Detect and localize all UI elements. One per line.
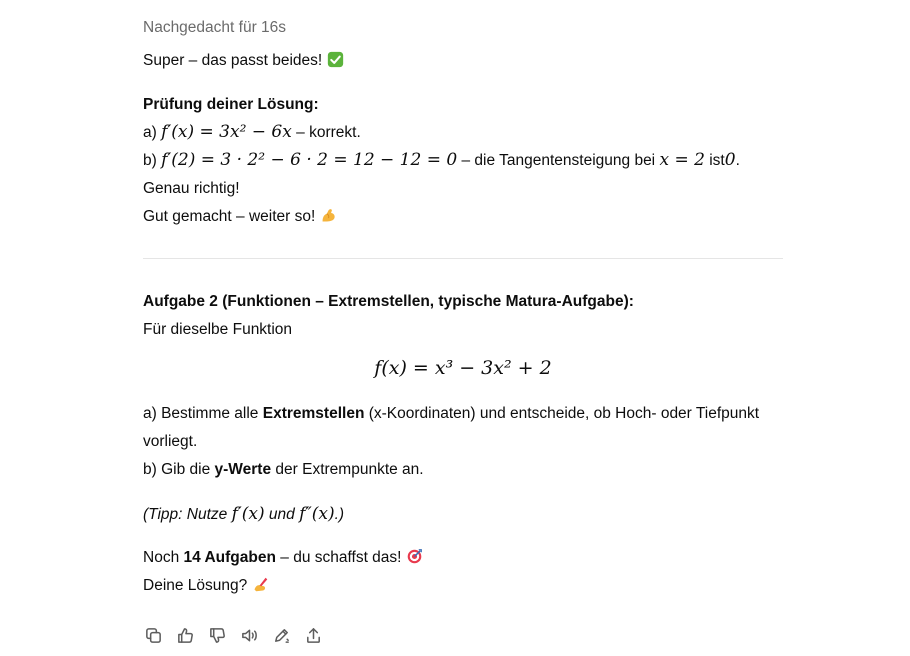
noch-bold: 14 Aufgaben <box>183 549 276 566</box>
thought-duration-label[interactable]: Nachgedacht für 16s <box>143 19 287 36</box>
copy-button[interactable] <box>143 625 163 645</box>
task-a-continuation: vorliegt. <box>143 433 198 450</box>
formula-zero: 0 <box>724 150 736 170</box>
tip-end: .) <box>334 506 345 523</box>
flexed-biceps-emoji-icon <box>320 207 337 224</box>
share-button[interactable] <box>303 625 323 645</box>
task-heading: Aufgabe 2 (Funktionen – Extremstellen, typische Matura-Aufgabe): <box>143 293 634 310</box>
check-b-ist: ist <box>709 152 725 169</box>
tip-line <box>143 504 344 525</box>
task-a-pre: a) Bestimme alle <box>143 405 259 422</box>
task-a-line <box>143 404 759 424</box>
thumbs-down-icon <box>208 626 227 645</box>
noch-line <box>143 548 423 568</box>
gut-text: Gut gemacht – weiter so! <box>143 208 316 225</box>
tip-und: und <box>268 506 295 523</box>
edit-icon <box>272 626 291 645</box>
task-b-bold: y-Werte <box>214 461 272 478</box>
task-b-line <box>143 460 424 480</box>
task-b-pre: b) Gib die <box>143 461 211 478</box>
bad-response-button[interactable] <box>207 625 227 645</box>
read-aloud-icon <box>240 626 259 645</box>
check-line-b <box>143 150 740 171</box>
check-b-middle: – die Tangentensteigung bei <box>461 152 656 169</box>
good-response-button[interactable] <box>175 625 195 645</box>
intro-line <box>143 51 344 71</box>
deine-text: Deine Lösung? <box>143 577 248 594</box>
message-action-bar <box>143 625 323 645</box>
formula-x-equals-2: x = 2 <box>659 150 705 170</box>
noch-pre: Noch <box>143 549 180 566</box>
check-heading: Prüfung deiner Lösung: <box>143 96 319 113</box>
check-a-prefix: a) <box>143 124 157 141</box>
function-formula: f(x) = x³ − 3x² + 2 <box>374 357 552 379</box>
task-b-post: der Extrempunkte an. <box>275 461 424 478</box>
copy-icon <box>144 626 163 645</box>
direct-hit-emoji-icon <box>406 548 423 565</box>
tip-pre: (Tipp: Nutze <box>143 506 228 523</box>
check-b-prefix: b) <box>143 152 157 169</box>
noch-post: – du schaffst das! <box>280 549 402 566</box>
deine-line <box>143 576 269 596</box>
thumbs-up-icon <box>176 626 195 645</box>
task-intro: Für dieselbe Funktion <box>143 321 293 338</box>
genau-text: Genau richtig! <box>143 180 240 197</box>
task-a-post: (x-Koordinaten) und entscheide, ob Hoch- oder Tiefpunkt <box>368 405 760 422</box>
formula-second-derivative: f″(x) <box>299 504 335 524</box>
gut-line <box>143 207 337 227</box>
share-icon <box>304 626 323 645</box>
check-mark-emoji-icon <box>327 51 344 68</box>
read-aloud-button[interactable] <box>239 625 259 645</box>
formula-first-derivative: f′(x) <box>231 504 265 524</box>
formula-derivative-at-2: f′(2) = 3 · 2² − 6 · 2 = 12 − 12 = 0 <box>161 150 458 170</box>
edit-button[interactable] <box>271 625 291 645</box>
check-a-suffix: – korrekt. <box>296 124 361 141</box>
section-divider <box>143 258 783 259</box>
check-line-a <box>143 122 361 143</box>
check-b-end: . <box>735 152 740 169</box>
formula-derivative: f′(x) = 3x² − 6x <box>161 122 292 142</box>
writing-hand-emoji-icon <box>252 576 269 593</box>
task-a-bold: Extremstellen <box>262 405 365 422</box>
intro-text: Super – das passt beides! <box>143 52 323 69</box>
